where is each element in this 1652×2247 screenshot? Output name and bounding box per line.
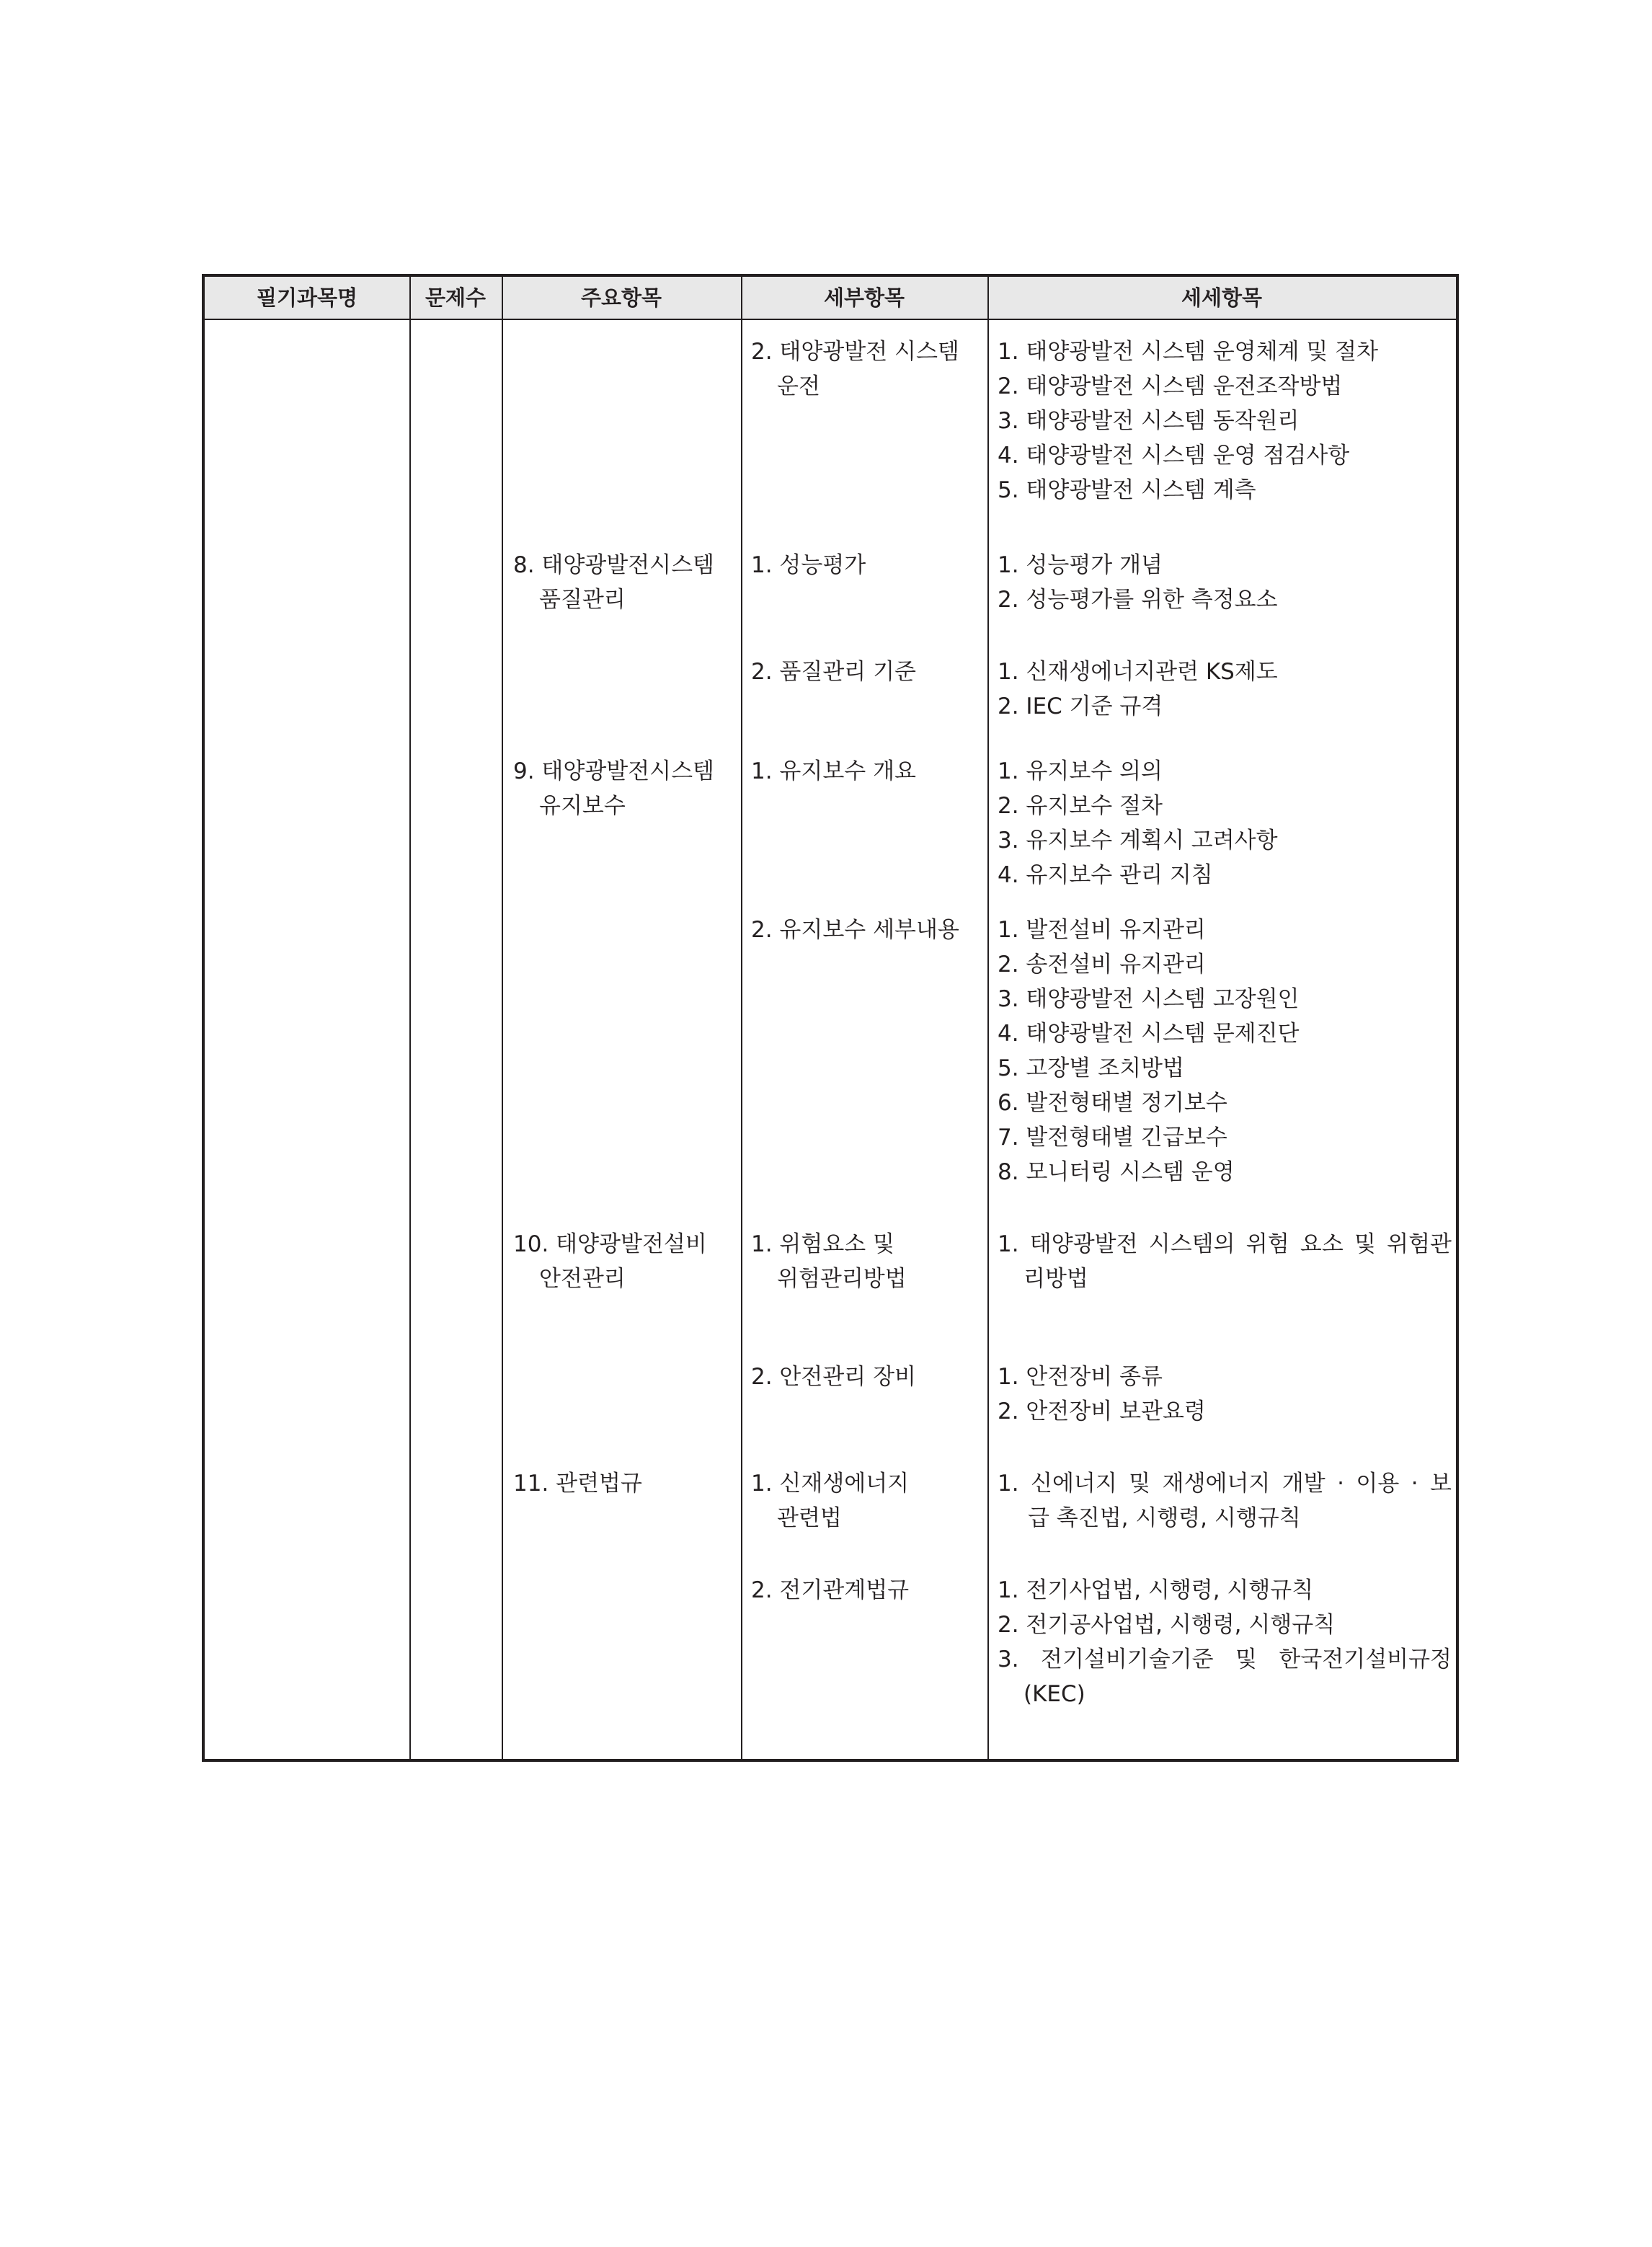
sub-item: 1. 위험요소 및 위험관리방법 (751, 1231, 907, 1292)
detail-item: 2. 유지보수 절차 (998, 793, 1163, 819)
detail-item: 3. 태양광발전 시스템 동작원리 (998, 408, 1300, 434)
sub-item: 2. 태양광발전 시스템 운전 (751, 339, 959, 399)
header-main-item: 주요항목 (580, 285, 662, 310)
detail-item: 3. 유지보수 계획시 고려사항 (998, 828, 1278, 854)
detail-item: 2. 전기공사업법, 시행령, 시행규칙 (998, 1612, 1336, 1638)
detail-item: 4. 유지보수 관리 지침 (998, 862, 1213, 888)
sub-item-cell (751, 1573, 909, 1608)
detail-item-cell (998, 1466, 1452, 1535)
header-sub-item: 세부항목 (823, 285, 905, 310)
detail-item-line: 1. 신에너지 및 재생에너지 개발 · 이용 · 보 (998, 1471, 1452, 1497)
detail-item-cell (998, 1360, 1206, 1429)
main-item-cell (513, 1227, 707, 1296)
detail-item: 1. 안전장비 종류 (998, 1364, 1163, 1390)
sub-item-cell (751, 548, 866, 582)
detail-item: 1. 태양광발전 시스템 운영체계 및 절차 (998, 339, 1379, 365)
sub-item: 2. 전기관계법규 (751, 1577, 910, 1603)
sub-item: 1. 유지보수 개요 (751, 758, 916, 784)
column-divider (987, 277, 989, 1759)
detail-item: 6. 발전형태별 정기보수 (998, 1090, 1227, 1116)
sub-item-cell (751, 913, 959, 947)
detail-item: 2. 송전설비 유지관리 (998, 952, 1206, 978)
detail-item-line: (KEC) (1023, 1681, 1085, 1707)
detail-item: 8. 모니터링 시스템 운영 (998, 1159, 1235, 1185)
table-header (205, 277, 1456, 320)
detail-item-cell (998, 913, 1300, 1189)
main-item: 9. 태양광발전시스템 유지보수 (513, 758, 714, 819)
detail-item: 3. 태양광발전 시스템 고장원인 (998, 986, 1300, 1012)
detail-item-line: 1. 태양광발전 시스템의 위험 요소 및 위험관 (998, 1231, 1452, 1257)
detail-item-cell (998, 1573, 1452, 1711)
detail-item-line: 급 촉진법, 시행령, 시행규칙 (1028, 1505, 1301, 1531)
detail-item: 2. 태양광발전 시스템 운전조작방법 (998, 373, 1343, 399)
detail-item: 1. 발전설비 유지관리 (998, 917, 1206, 943)
sub-item: 2. 품질관리 기준 (751, 659, 916, 685)
detail-item: 1. 유지보수 의의 (998, 758, 1163, 784)
header-subject: 필기과목명 (256, 285, 358, 310)
main-item: 11. 관련법규 (513, 1471, 642, 1497)
sub-item: 1. 성능평가 (751, 552, 866, 578)
header-question-count: 문제수 (425, 285, 487, 310)
column-divider (502, 277, 503, 1759)
sub-item: 1. 신재생에너지 관련법 (751, 1471, 910, 1531)
detail-item: 2. 성능평가를 위한 측정요소 (998, 587, 1278, 613)
detail-item: 1. 성능평가 개념 (998, 552, 1163, 578)
detail-item: 1. 신재생에너지관련 KS제도 (998, 659, 1278, 685)
detail-item-cell (998, 334, 1378, 508)
main-item-cell (513, 1466, 642, 1501)
sub-item: 2. 안전관리 장비 (751, 1364, 916, 1390)
detail-item: 2. IEC 기준 규격 (998, 693, 1163, 719)
header-detail-item: 세세항목 (1181, 285, 1263, 310)
main-item: 10. 태양광발전설비 안전관리 (513, 1231, 707, 1292)
detail-item: 2. 안전장비 보관요령 (998, 1399, 1206, 1424)
detail-item-line: 3. 전기설비기술기준 및 한국전기설비규정 (998, 1647, 1452, 1672)
column-divider (409, 277, 411, 1759)
sub-item-cell (751, 1360, 916, 1394)
sub-item-cell (751, 1227, 907, 1296)
main-item: 8. 태양광발전시스템 품질관리 (513, 552, 714, 613)
main-item-cell (513, 548, 714, 617)
detail-item-cell (998, 548, 1278, 617)
detail-item: 1. 전기사업법, 시행령, 시행규칙 (998, 1577, 1314, 1603)
detail-item-line: 리방법 (1023, 1266, 1088, 1292)
detail-item: 4. 태양광발전 시스템 문제진단 (998, 1021, 1300, 1047)
detail-item-cell (998, 1227, 1452, 1296)
sub-item-cell (751, 334, 959, 404)
sub-item-cell (751, 1466, 909, 1535)
detail-item: 5. 태양광발전 시스템 계측 (998, 477, 1256, 503)
sub-item: 2. 유지보수 세부내용 (751, 917, 959, 943)
detail-item-cell (998, 754, 1278, 892)
detail-item-cell (998, 655, 1278, 724)
sub-item-cell (751, 655, 916, 689)
column-divider (741, 277, 742, 1759)
sub-item-cell (751, 754, 916, 789)
detail-item: 4. 태양광발전 시스템 운영 점검사항 (998, 443, 1350, 469)
detail-item: 5. 고장별 조치방법 (998, 1055, 1184, 1081)
detail-item: 7. 발전형태별 긴급보수 (998, 1125, 1227, 1151)
syllabus-table (202, 274, 1459, 1762)
main-item-cell (513, 754, 714, 823)
